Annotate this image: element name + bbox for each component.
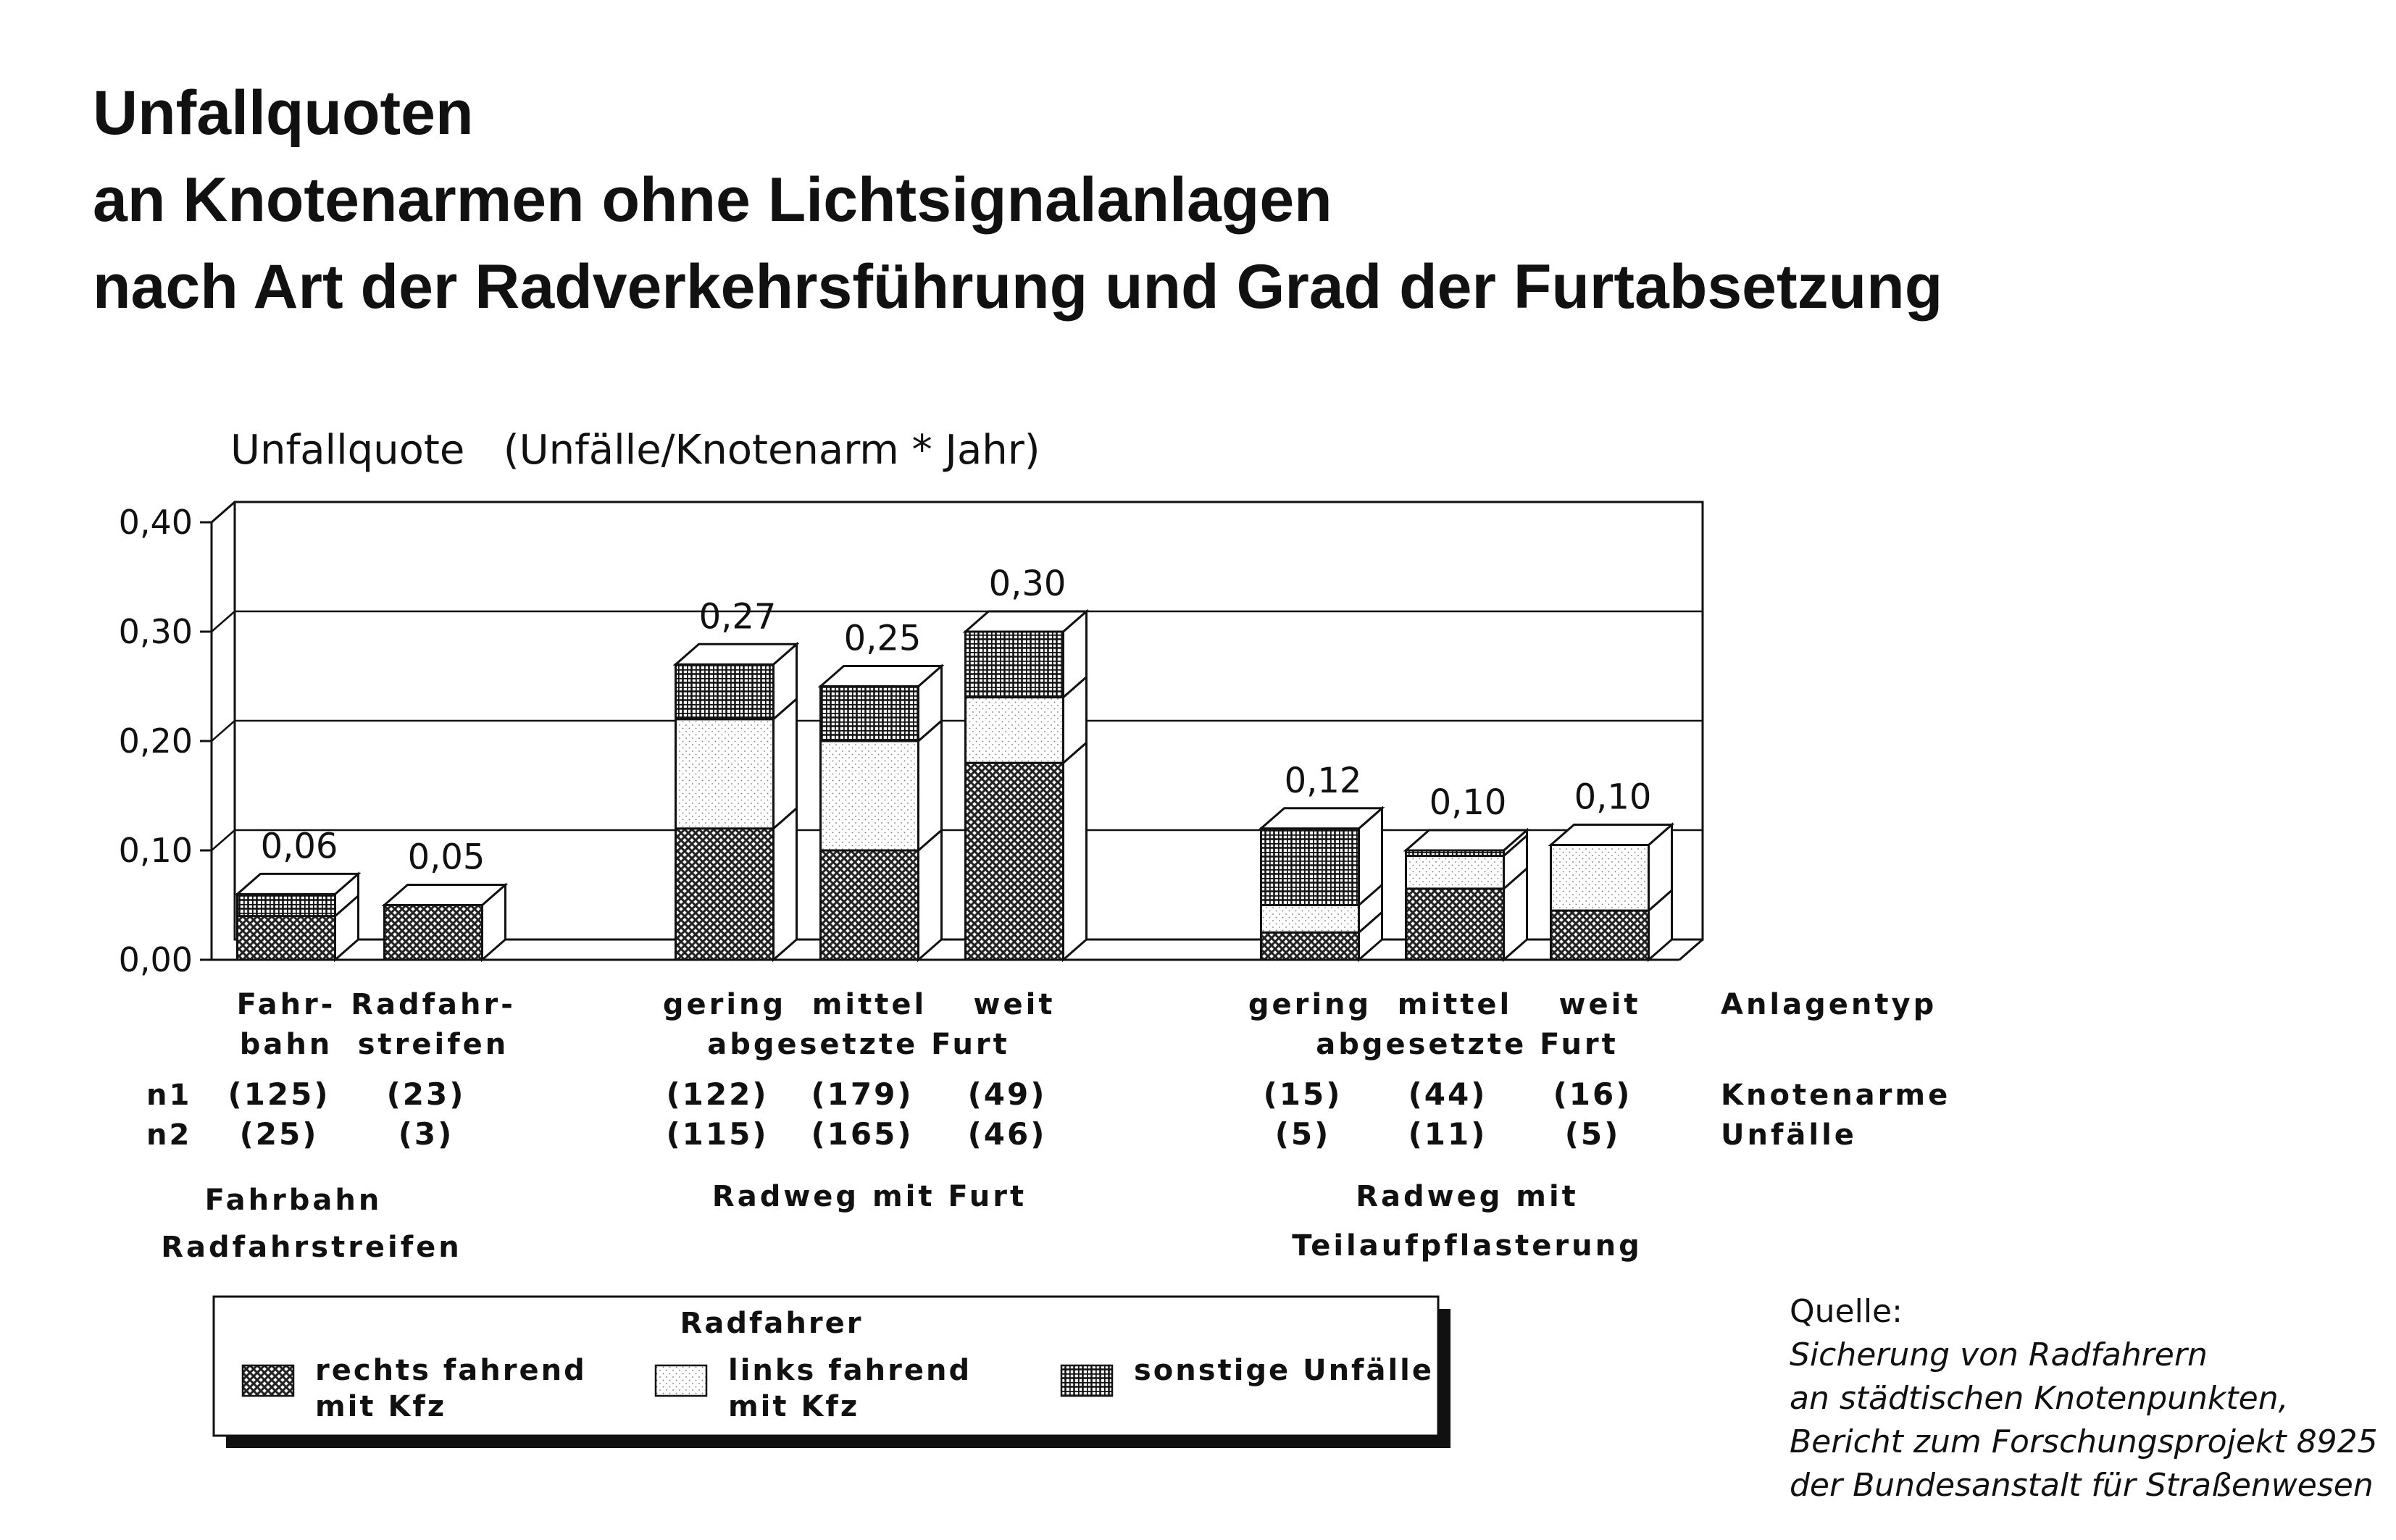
value-label: 0,06 <box>260 826 338 867</box>
bar-segment-links-side <box>774 699 797 829</box>
right-label-anlagentyp: Anlagentyp <box>1721 988 1937 1021</box>
bar-segment-links-side <box>919 721 942 850</box>
n2-value: (5) <box>1564 1116 1621 1152</box>
group-label-teilaufpflasterung: Teilaufpflasterung <box>1292 1229 1642 1263</box>
y-tick-label: 0,20 <box>118 721 193 761</box>
value-label: 0,12 <box>1284 760 1362 801</box>
category-labels <box>228 988 1640 1152</box>
legend <box>214 1297 1450 1448</box>
source-line-4: der Bundesanstalt für Straßenwesen <box>1790 1467 2374 1504</box>
legend-label-rechts-1: rechts fahrend <box>315 1354 587 1387</box>
bar-3 <box>676 644 797 960</box>
bar-top-face <box>821 666 942 687</box>
chart-title: Unfallquote (Unfälle/Knotenarm * Jahr) <box>230 427 1040 474</box>
legend-label-links-2: mit Kfz <box>728 1390 860 1423</box>
grid-side-line <box>212 502 235 522</box>
group-label-radfahrstreifen: Radfahrstreifen <box>161 1231 462 1264</box>
source-line-3: Bericht zum Forschungsprojekt 8925 <box>1790 1423 2378 1460</box>
value-label: 0,10 <box>1574 777 1652 818</box>
y-axis-ticks <box>119 503 212 979</box>
bar-segment-links <box>966 698 1064 763</box>
bar-7 <box>1406 830 1527 960</box>
legend-swatch-links <box>656 1365 706 1396</box>
bar-segment-links <box>821 741 919 850</box>
bar-segment-links <box>676 719 774 829</box>
value-label: 0,25 <box>843 618 922 659</box>
category-label: Fahr- <box>236 988 336 1021</box>
bar-segment-sonstige <box>966 632 1064 698</box>
n1-value: (49) <box>967 1076 1047 1112</box>
bar-segment-rechts <box>238 916 335 960</box>
n1-value: (125) <box>228 1076 330 1112</box>
n2-value: (165) <box>811 1116 914 1152</box>
grid-side-line <box>212 830 235 850</box>
group-label-radweg-mit: Radweg mit <box>1356 1180 1579 1213</box>
n2-value: (46) <box>967 1116 1047 1152</box>
bar-4 <box>821 666 942 961</box>
bar-top-face <box>966 611 1087 632</box>
bar-1 <box>238 874 359 960</box>
bar-5 <box>966 611 1087 960</box>
legend-label-links-1: links fahrend <box>728 1354 972 1387</box>
legend-swatch-rechts <box>243 1365 293 1396</box>
bar-top-face <box>385 885 506 905</box>
group-label-radweg-furt: Radweg mit Furt <box>711 1180 1027 1213</box>
bar-top-face <box>1551 824 1672 845</box>
category-label: weit <box>973 988 1056 1021</box>
bar-segment-rechts-side <box>919 830 942 960</box>
n2-value: (25) <box>239 1116 319 1152</box>
source-line-1: Sicherung von Radfahrern <box>1790 1336 2208 1373</box>
category-label-line2: bahn <box>239 1028 333 1061</box>
group-label-fahrbahn: Fahrbahn <box>204 1184 383 1217</box>
bar-segment-links <box>1551 845 1649 911</box>
bar-segment-rechts <box>676 829 774 960</box>
n1-value: (23) <box>386 1076 466 1112</box>
value-label: 0,30 <box>988 564 1066 604</box>
category-label-line2: streifen <box>357 1028 509 1061</box>
bar-segment-sonstige <box>821 687 919 742</box>
value-label: 0,27 <box>698 596 777 637</box>
bar-segment-sonstige <box>676 664 774 719</box>
right-label-knotenarme: Knotenarme <box>1721 1079 1951 1112</box>
right-label-unfaelle: Unfälle <box>1721 1118 1857 1152</box>
bar-segment-links <box>1261 905 1359 933</box>
n2-value: (11) <box>1408 1116 1487 1152</box>
legend-label-rechts-2: mit Kfz <box>315 1390 447 1423</box>
legend-label-sonstige: sonstige Unfälle <box>1134 1354 1434 1387</box>
bar-top-face <box>676 644 797 664</box>
n2-value: (5) <box>1274 1116 1331 1152</box>
n1-value: (15) <box>1263 1076 1343 1112</box>
value-label: 0,10 <box>1429 782 1507 823</box>
main-title-line-2: an Knotenarmen ohne Lichtsignalanlagen <box>93 165 1332 235</box>
y-tick-label: 0,40 <box>118 503 193 542</box>
bar-segment-sonstige <box>1261 829 1359 905</box>
n1-value: (16) <box>1553 1076 1632 1112</box>
grid-side-line <box>212 721 235 741</box>
n1-value: (44) <box>1408 1076 1487 1112</box>
bar-segment-rechts <box>1261 932 1359 960</box>
bar-top-face <box>1406 830 1527 850</box>
bar-2 <box>385 885 506 961</box>
bar-6 <box>1261 808 1382 960</box>
bar-segment-sonstige <box>238 894 335 916</box>
category-label: gering <box>1248 988 1372 1021</box>
bar-segment-rechts-side <box>774 808 797 960</box>
bar-segment-rechts <box>966 763 1064 960</box>
row-label-n1: n1 <box>146 1079 192 1112</box>
y-tick-label: 0,10 <box>118 831 193 870</box>
bar-8 <box>1551 824 1672 960</box>
n1-value: (179) <box>811 1076 914 1112</box>
y-tick-label: 0,00 <box>118 940 193 979</box>
bar-segment-rechts-side <box>1064 742 1087 960</box>
category-label: Radfahr- <box>351 988 516 1021</box>
legend-swatch-sonstige <box>1061 1365 1112 1396</box>
bar-segment-rechts <box>1406 889 1504 960</box>
main-title-line-1: Unfallquoten <box>93 78 474 148</box>
subgroup-label-furt: abgesetzte Furt <box>707 1028 1010 1061</box>
subgroup-label-teil: abgesetzte Furt <box>1316 1028 1619 1061</box>
category-label: gering <box>662 988 787 1021</box>
bar-segment-rechts <box>1551 911 1649 960</box>
n2-value: (3) <box>398 1116 454 1152</box>
bar-segment-links <box>1406 856 1504 889</box>
category-label: weit <box>1558 988 1641 1021</box>
value-label: 0,05 <box>407 837 485 878</box>
legend-title: Radfahrer <box>680 1307 864 1340</box>
n1-value: (122) <box>666 1076 769 1112</box>
category-label: mittel <box>1397 988 1513 1021</box>
floor-right-edge <box>1679 940 1703 960</box>
source-line-2: an städtischen Knotenpunkten, <box>1790 1380 2289 1417</box>
bar-segment-rechts <box>821 850 919 960</box>
n2-value: (115) <box>666 1116 769 1152</box>
bar-top-face <box>1261 808 1382 829</box>
source-heading: Quelle: <box>1790 1293 1903 1330</box>
y-tick-label: 0,30 <box>118 612 193 651</box>
row-label-n2: n2 <box>146 1118 192 1152</box>
bar-segment-rechts <box>385 905 483 961</box>
category-label: mittel <box>811 988 927 1021</box>
bar-top-face <box>238 874 359 894</box>
main-title-line-3: nach Art der Radverkehrsführung und Grad der Furtabsetzung <box>93 252 1943 322</box>
grid-side-line <box>212 611 235 632</box>
